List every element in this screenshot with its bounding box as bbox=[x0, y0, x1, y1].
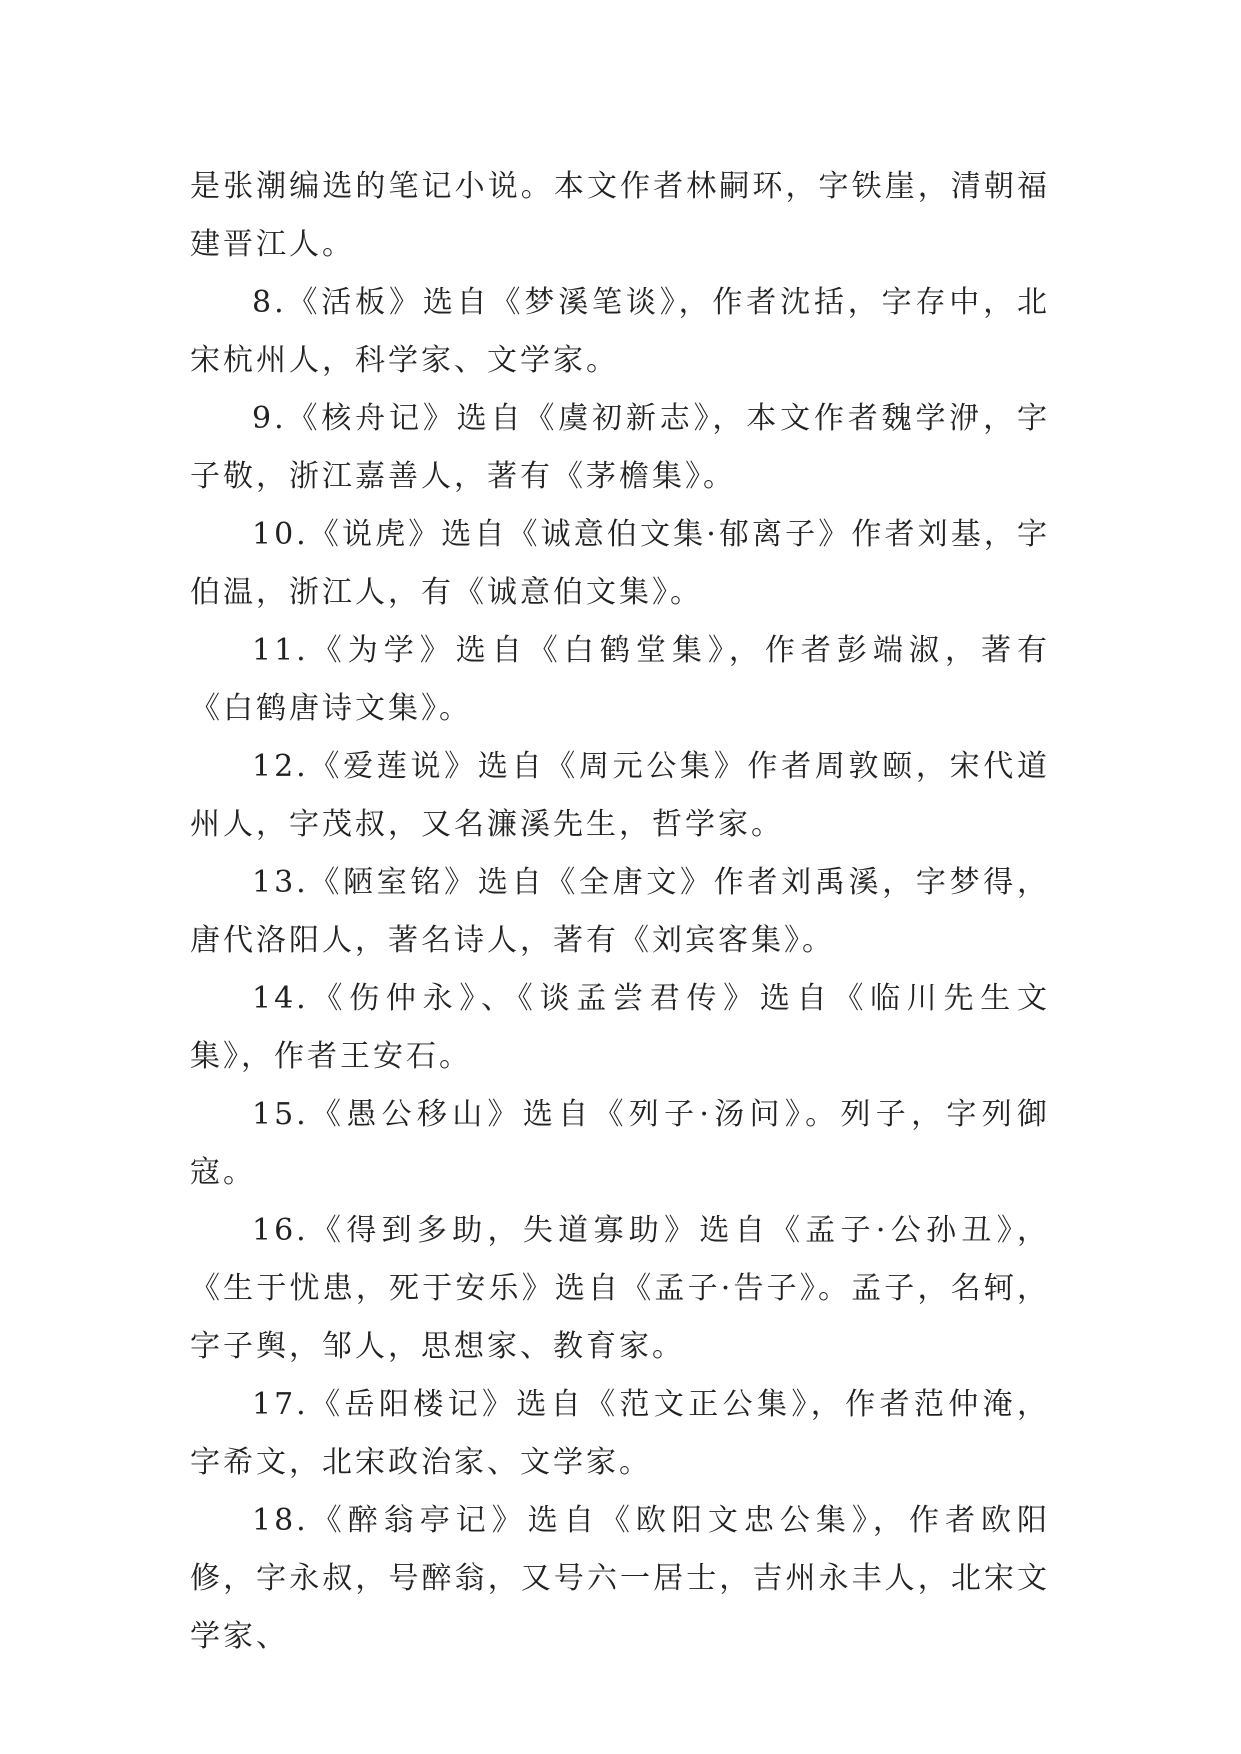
paragraph-item-12: 12.《爱莲说》选自《周元公集》作者周敦颐，宋代道州人，字茂叔，又名濂溪先生，哲学家。 bbox=[190, 749, 1050, 842]
paragraph-item-15: 15.《愚公移山》选自《列子·汤问》。列子，字列御寇。 bbox=[190, 1097, 1050, 1190]
paragraph-item-8: 8.《活板》选自《梦溪笔谈》，作者沈括，字存中，北宋杭州人，科学家、文学家。 bbox=[190, 285, 1050, 378]
paragraph-item-14: 14.《伤仲永》、《谈孟尝君传》选自《临川先生文集》，作者王安石。 bbox=[190, 981, 1050, 1074]
paragraph-item-17: 17.《岳阳楼记》选自《范文正公集》，作者范仲淹，字希文，北宋政治家、文学家。 bbox=[190, 1387, 1050, 1480]
paragraph-item-10: 10.《说虎》选自《诚意伯文集·郁离子》作者刘基，字伯温，浙江人，有《诚意伯文集》。 bbox=[190, 517, 1050, 610]
paragraph-item-18: 18.《醉翁亭记》选自《欧阳文忠公集》，作者欧阳修，字永叔，号醉翁，又号六一居士，吉州永丰人，北宋文学家、 bbox=[190, 1503, 1050, 1654]
paragraph-continuation: 是张潮编选的笔记小说。本文作者林嗣环，字铁崖，清朝福建晋江人。 bbox=[190, 169, 1050, 262]
paragraph-item-16: 16.《得到多助，失道寡助》选自《孟子·公孙丑》，《生于忧患，死于安乐》选自《孟子·告子》。孟子，名轲，字子舆，邹人，思想家、教育家。 bbox=[190, 1213, 1050, 1364]
document-body bbox=[190, 158, 1050, 1666]
paragraph-item-13: 13.《陋室铭》选自《全唐文》作者刘禹溪，字梦得，唐代洛阳人，著名诗人，著有《刘宾客集》。 bbox=[190, 865, 1050, 958]
paragraph-item-9: 9.《核舟记》选自《虞初新志》，本文作者魏学洢，字子敬，浙江嘉善人，著有《茅檐集》。 bbox=[190, 401, 1050, 494]
paragraph-item-11: 11.《为学》选自《白鹤堂集》，作者彭端淑，著有《白鹤唐诗文集》。 bbox=[190, 633, 1050, 726]
